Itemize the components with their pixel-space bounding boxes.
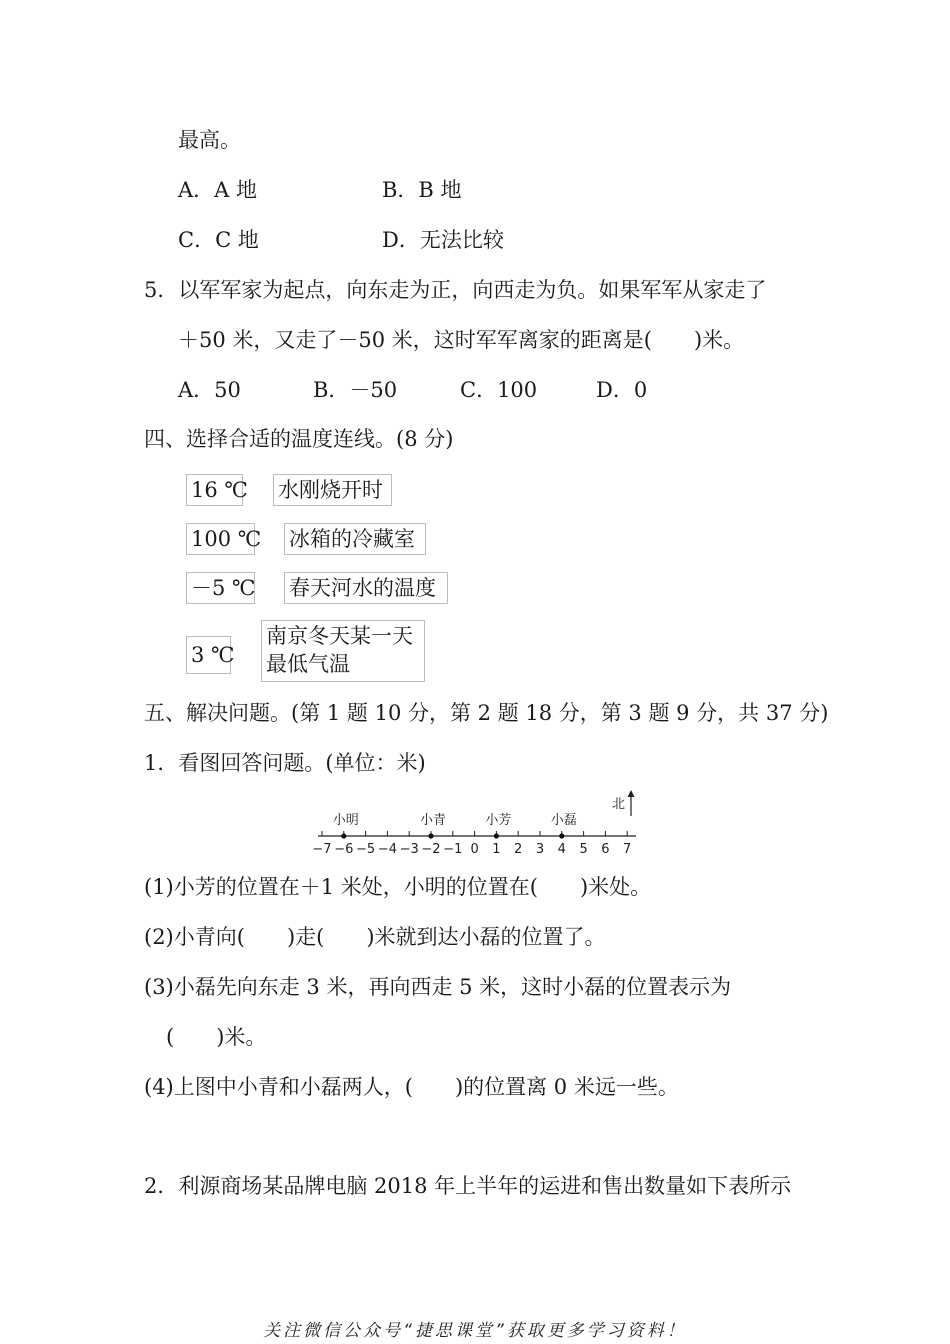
desc-nanjing-line-1: 南京冬天某一天 <box>266 624 413 648</box>
desc-box-boiling[interactable]: 水刚烧开时 <box>273 474 392 506</box>
person-dot <box>428 833 433 838</box>
number-line-tick-label: −2 <box>421 842 441 857</box>
problem-2-line: 2．利源商场某品牌电脑 2018 年上半年的运进和售出数量如下表所示 <box>144 1174 792 1198</box>
north-label: 北 <box>612 797 626 812</box>
q4-option-a: A．A 地 <box>178 178 258 202</box>
q5-option-a: A．50 <box>178 378 241 402</box>
temp-box-16[interactable]: 16 ℃ <box>186 474 243 506</box>
number-line-tick-label: 2 <box>514 842 523 857</box>
north-arrow-head <box>628 790 635 797</box>
q5-option-b: B．－50 <box>313 378 398 402</box>
number-line-tick-label: 4 <box>557 842 566 857</box>
desc-nanjing-line-2: 最低气温 <box>266 652 350 676</box>
q5-line-2: ＋50 米，又走了－50 米，这时军军离家的距离是( )米。 <box>178 328 745 352</box>
q5-line-1: 5．以军军家为起点，向东走为正，向西走为负。如果军军从家走了 <box>144 278 767 302</box>
number-line-tick-label: −1 <box>443 842 463 857</box>
p1-question-3b: ( )米。 <box>166 1025 267 1049</box>
number-line-tick-label: −7 <box>312 842 332 857</box>
number-line-tick-label: −3 <box>399 842 419 857</box>
person-label: 小磊 <box>550 813 577 828</box>
q5-option-c: C．100 <box>460 378 538 402</box>
number-line-tick-label: −6 <box>334 842 354 857</box>
number-line-tick-label: −4 <box>377 842 397 857</box>
problem-1-title: 1．看图回答问题。(单位：米) <box>144 751 426 775</box>
number-line-tick-label: 5 <box>579 842 588 857</box>
p1-question-4: (4)上图中小青和小磊两人，( )的位置离 0 米远一些。 <box>144 1075 679 1099</box>
person-dot <box>341 833 346 838</box>
footer-watermark: 关注微信公众号“捷思课堂”获取更多学习资料！ <box>263 1321 687 1341</box>
person-label: 小青 <box>419 813 447 828</box>
q5-option-d: D．0 <box>596 378 648 402</box>
p1-question-1: (1)小芳的位置在＋1 米处，小明的位置在( )米处。 <box>144 875 652 899</box>
temp-box-100[interactable]: 100 ℃ <box>186 523 255 555</box>
p1-question-3a: (3)小磊先向东走 3 米，再向西走 5 米，这时小磊的位置表示为 <box>144 975 732 999</box>
number-line-tick-label: 0 <box>470 842 479 857</box>
p1-question-2: (2)小青向( )走( )米就到达小磊的位置了。 <box>144 925 606 949</box>
temp-box-3[interactable]: 3 ℃ <box>186 636 231 674</box>
number-line-tick-label: 1 <box>492 842 501 857</box>
section-4-title: 四、选择合适的温度连线。(8 分) <box>144 427 454 451</box>
desc-box-river[interactable]: 春天河水的温度 <box>284 572 448 604</box>
q4-option-d: D．无法比较 <box>382 228 504 252</box>
number-line-tick-label: 6 <box>601 842 610 857</box>
q4-option-c: C．C 地 <box>178 228 259 252</box>
number-line-tick-label: −5 <box>356 842 376 857</box>
desc-box-nanjing[interactable] <box>261 620 425 682</box>
number-line-figure <box>300 786 650 860</box>
person-label: 小明 <box>332 813 359 828</box>
number-line-tick-label: 7 <box>623 842 632 857</box>
q4-option-b: B．B 地 <box>382 178 462 202</box>
temp-box-minus5[interactable]: －5 ℃ <box>186 572 255 604</box>
person-label: 小芳 <box>485 813 512 828</box>
q4-tail: 最高。 <box>178 128 241 152</box>
number-line-tick-label: 3 <box>535 842 545 857</box>
person-dot <box>559 833 564 838</box>
desc-box-fridge[interactable]: 冰箱的冷藏室 <box>284 523 426 555</box>
person-dot <box>494 833 499 838</box>
section-5-title: 五、解决问题。(第 1 题 10 分，第 2 题 18 分，第 3 题 9 分，共 37 分) <box>144 701 829 725</box>
